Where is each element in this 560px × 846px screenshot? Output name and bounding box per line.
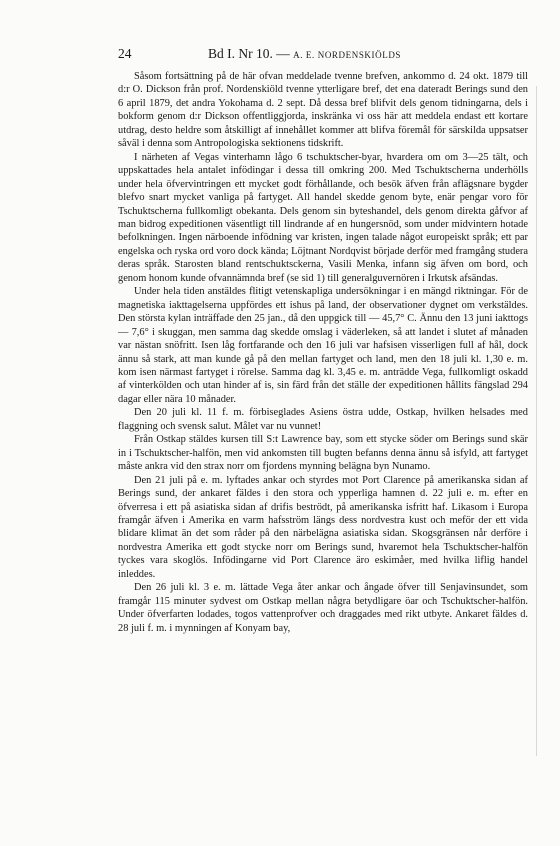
binding-edge: [536, 86, 541, 756]
paragraph: I närheten af Vegas vinterhamn lågo 6 tschuktscher-byar, hvardera om om 3—25 tält, och uppskattades hela antalet infödingar i dessa till omkring 200. Med Tschuktscherna underhölls under hela öfvervintringen ett mycket godt förhållande, och besök äfven från aflägsnare bygder blefvo snart mycket vanliga på fartyget. All handel skedde genom byte, enär pengar voro för Tschuktscherna fullkomligt obekanta. Dels genom sin byteshandel, dels genom direkta gåfvor af man bidrog expeditionen väsentligt till lindrande af en hungersnöd, som under midvintern hotade befolkningen. Ingen närboende infödning var kristen, ingen talade något europeiskt språk; ett par engelska och ryska ord voro dock kända; Löjtnant Nordqvist började derför med framgång studera deras språk. Starosten bland rentschuktsckerna, Vasili Menka, infann sig äfven om bord, och genom honom kunde ofvannämnda bref (se sid 1) till generalguvernören i Irkutsk afsändas.: [118, 151, 528, 284]
paragraph: Den 26 juli kl. 3 e. m. lättade Vega åter ankar och ångade öfver till Senjavinsundet, som framgår 115 minuter sydvest om Ostkap mellan några betydligare öar och Tschuktscher-halfön. Under öfverfarten lodades, togos vattenprofver och draggades med rikt utbyte. Ankaret fäldes d. 28 juli f. m. i mynningen af Konyam bay,: [118, 582, 528, 634]
volume-issue: Bd I. Nr 10.: [208, 46, 273, 61]
paragraph: Den 20 juli kl. 11 f. m. förbiseglades Asiens östra udde, Ostkap, hvilken helsades med flaggning och svensk salut. Målet var nu vunnet!: [118, 407, 528, 432]
paragraph: Från Ostkap stäldes kursen till S:t Lawrence bay, som ett stycke söder om Berings sund skär in i Tschuktscher-halfön, men vid ankomsten till bugten befanns denna ännu så isfyld, att fartyget måste ankra vid den strax norr om fjordens mynning belägna byn Nunamo.: [118, 434, 528, 473]
running-title: [208, 46, 401, 62]
paragraph: Under hela tiden anstäldes flitigt vetenskapliga undersökningar i en mängd riktningar. För de magnetiska iakttagelserna uppfördes ett ishus på land, der observationer dygnet om verkstäldes. Den största kylan inträffade den 25 jan., då den uppgick till — 45,7° C. Ännu den 13 juni iakttogs — 7,6° i skuggan, men samma dag skedde omslag i väderleken, så att landet i slutet af månaden var nästan snöfritt. Isen låg fortfarande och den 16 juli var hafsisen visserligen full af hål, dock ännu så stark, att man kunde gå på den mellan fartyget och land, men den 18 juli kl. 1,30 e. m. kom isen närmast fartyget i rörelse. Samma dag kl. 3,45 e. m. anträdde Vega, fullkomligt oskadd af vinterkölden och utan hinder af is, sin färd från det ställe der expeditionen hållits fängslad 294 dagar eller nära 10 månader.: [118, 286, 528, 405]
page-header: [118, 46, 502, 66]
author-name: A. E. NORDENSKIÖLDS: [293, 50, 402, 60]
title-dash: —: [272, 46, 294, 61]
page-number: 24: [118, 46, 132, 61]
paragraph: Såsom fortsättning på de här ofvan meddelade tvenne brefven, ankommo d. 24 okt. 1879 till d:r O. Dickson från prof. Nordenskiöld tvenne ytterligare bref, det ena dateradt Berings sund den 6 april 1879, det andra Yokohama d. 2 sept. Då dessa bref blifvit dels genom tidningarna, dels i bokform genom d:r Dickson offentliggjorda, inskränka vi oss här att meddela endast ett kortare utdrag, desto heldre som åtskilligt af innehållet kommer att blifva föremål för särskilda uppsatser såväl i denna som Antropologiska sektionens tidskrift.: [118, 71, 528, 150]
paragraph: Den 21 juli på e. m. lyftades ankar och styrdes mot Port Clarence på amerikanska sidan af Berings sund, der ankaret fäldes i den stora och ypperliga hamnen d. 22 juli e. m. efter en öfverresa i ett på asiatiska sidan af drifis beströdt, på amerikanska isfritt haf. Likasom i Europa framgår äfven i Amerika en varm hafsström längs dess nordvestra kust och meför der ett vida blidare klimat än det som råder på den närbelägna asiatiska sidan. Skogsgränsen når derföre i nordvestra Amerika ett godt stycke norr om Berings sund, hvaremot hela Tschuktscher-halfön tyckes vara skoglös. Infödingarne vid Port Clarence äro eskimåer, med hvilka liflig handel inleddes.: [118, 474, 528, 580]
body-text: [118, 70, 528, 635]
